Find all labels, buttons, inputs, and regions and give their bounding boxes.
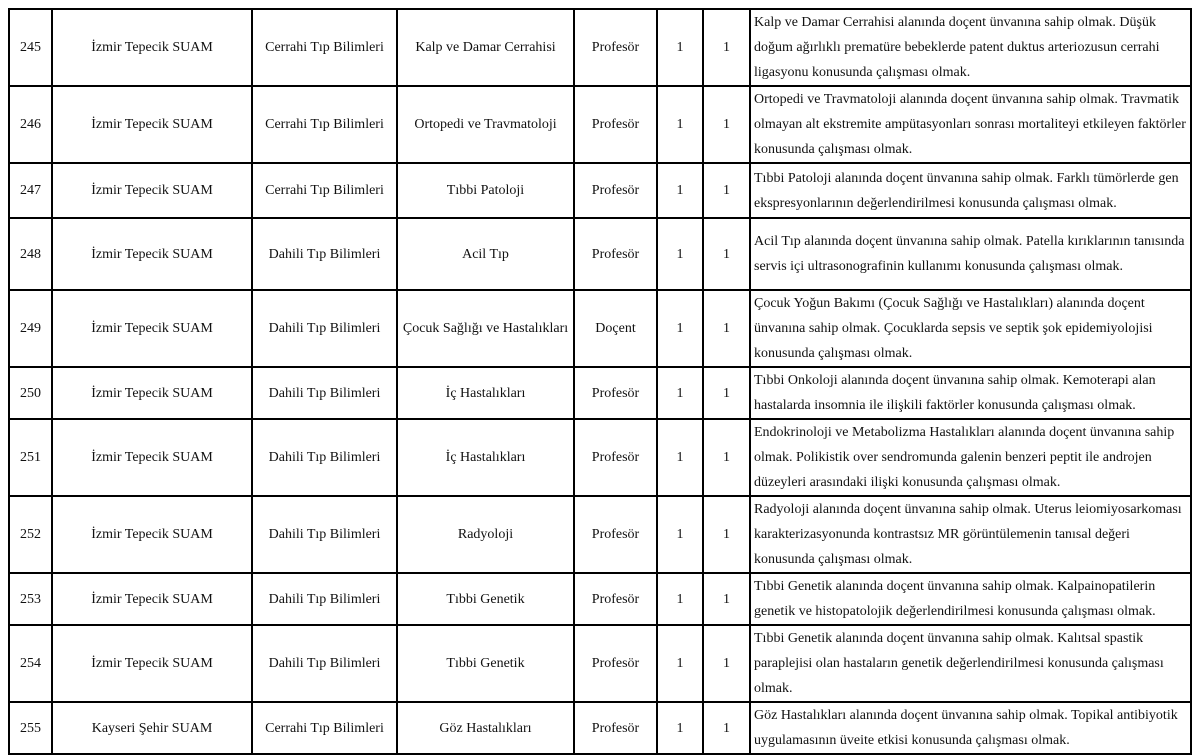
academic-title-cell: Profesör bbox=[574, 702, 657, 754]
count-cell: 1 bbox=[703, 290, 750, 367]
specialty-cell: Acil Tıp bbox=[397, 218, 574, 290]
hospital-cell: İzmir Tepecik SUAM bbox=[52, 573, 252, 625]
row-number-cell: 245 bbox=[9, 9, 52, 86]
requirement-cell: Endokrinoloji ve Metabolizma Hastalıkları alanında doçent ünvanına sahip olmak. Polikistik over sendromunda galenin benzeri peptit ile androjen düzeyleri arasındaki ilişki konusunda çalışması olmak. bbox=[750, 419, 1191, 496]
table-row bbox=[9, 367, 1191, 419]
table-row bbox=[9, 290, 1191, 367]
department-cell: Dahili Tıp Bilimleri bbox=[252, 496, 397, 573]
academic-title-cell: Profesör bbox=[574, 625, 657, 702]
row-number-cell: 253 bbox=[9, 573, 52, 625]
table-row bbox=[9, 163, 1191, 218]
table-row bbox=[9, 86, 1191, 163]
specialty-cell: Tıbbi Genetik bbox=[397, 625, 574, 702]
specialty-cell: Kalp ve Damar Cerrahisi bbox=[397, 9, 574, 86]
hospital-cell: İzmir Tepecik SUAM bbox=[52, 86, 252, 163]
academic-title-cell: Profesör bbox=[574, 163, 657, 218]
specialty-cell: Ortopedi ve Travmatoloji bbox=[397, 86, 574, 163]
count-cell: 1 bbox=[657, 86, 703, 163]
department-cell: Dahili Tıp Bilimleri bbox=[252, 573, 397, 625]
row-number-cell: 249 bbox=[9, 290, 52, 367]
department-cell: Dahili Tıp Bilimleri bbox=[252, 290, 397, 367]
hospital-cell: İzmir Tepecik SUAM bbox=[52, 290, 252, 367]
row-number-cell: 255 bbox=[9, 702, 52, 754]
specialty-cell: Göz Hastalıkları bbox=[397, 702, 574, 754]
count-cell: 1 bbox=[657, 9, 703, 86]
requirement-cell: Ortopedi ve Travmatoloji alanında doçent ünvanına sahip olmak. Travmatik olmayan alt ekstremite ampütasyonları sonrası mortaliteyi etkileyen faktörler konusunda çalışması olmak. bbox=[750, 86, 1191, 163]
requirement-cell: Acil Tıp alanında doçent ünvanına sahip olmak. Patella kırıklarının tanısında servis içi ultrasonografinin kullanımı konusunda çalışması olmak. bbox=[750, 218, 1191, 290]
specialty-cell: İç Hastalıkları bbox=[397, 367, 574, 419]
count-cell: 1 bbox=[657, 419, 703, 496]
table-row bbox=[9, 625, 1191, 702]
count-cell: 1 bbox=[657, 625, 703, 702]
specialty-cell: Radyoloji bbox=[397, 496, 574, 573]
table-row bbox=[9, 9, 1191, 86]
academic-title-cell: Profesör bbox=[574, 573, 657, 625]
table-row bbox=[9, 218, 1191, 290]
count-cell: 1 bbox=[657, 496, 703, 573]
hospital-cell: İzmir Tepecik SUAM bbox=[52, 419, 252, 496]
specialty-cell: İç Hastalıkları bbox=[397, 419, 574, 496]
academic-title-cell: Profesör bbox=[574, 218, 657, 290]
department-cell: Cerrahi Tıp Bilimleri bbox=[252, 702, 397, 754]
requirement-cell: Kalp ve Damar Cerrahisi alanında doçent ünvanına sahip olmak. Düşük doğum ağırlıklı prematüre bebeklerde patent duktus arteriozusun cerrahi ligasyonu konusunda çalışması olmak. bbox=[750, 9, 1191, 86]
count-cell: 1 bbox=[657, 702, 703, 754]
count-cell: 1 bbox=[657, 290, 703, 367]
requirement-cell: Tıbbi Genetik alanında doçent ünvanına sahip olmak. Kalıtsal spastik paraplejisi olan hastaların genetik değerlendirilmesi konusunda çalışması olmak. bbox=[750, 625, 1191, 702]
requirement-cell: Tıbbi Patoloji alanında doçent ünvanına sahip olmak. Farklı tümörlerde gen ekspresyonlarının değerlendirilmesi konusunda çalışması olmak. bbox=[750, 163, 1191, 218]
academic-title-cell: Profesör bbox=[574, 419, 657, 496]
row-number-cell: 251 bbox=[9, 419, 52, 496]
table-row bbox=[9, 702, 1191, 754]
count-cell: 1 bbox=[703, 163, 750, 218]
count-cell: 1 bbox=[703, 573, 750, 625]
hospital-cell: İzmir Tepecik SUAM bbox=[52, 218, 252, 290]
academic-title-cell: Profesör bbox=[574, 9, 657, 86]
department-cell: Cerrahi Tıp Bilimleri bbox=[252, 163, 397, 218]
row-number-cell: 254 bbox=[9, 625, 52, 702]
department-cell: Cerrahi Tıp Bilimleri bbox=[252, 9, 397, 86]
hospital-cell: İzmir Tepecik SUAM bbox=[52, 496, 252, 573]
requirement-cell: Göz Hastalıkları alanında doçent ünvanına sahip olmak. Topikal antibiyotik uygulamasının üveite etkisi konusunda çalışması olmak. bbox=[750, 702, 1191, 754]
academic-title-cell: Profesör bbox=[574, 496, 657, 573]
table-body bbox=[9, 9, 1191, 754]
count-cell: 1 bbox=[703, 367, 750, 419]
table-row bbox=[9, 419, 1191, 496]
hospital-cell: Kayseri Şehir SUAM bbox=[52, 702, 252, 754]
hospital-cell: İzmir Tepecik SUAM bbox=[52, 625, 252, 702]
requirement-cell: Radyoloji alanında doçent ünvanına sahip olmak. Uterus leiomiyosarkoması karakterizasyonunda kontrastsız MR görüntülemenin tanısal değeri konusunda çalışması olmak. bbox=[750, 496, 1191, 573]
academic-title-cell: Profesör bbox=[574, 86, 657, 163]
row-number-cell: 247 bbox=[9, 163, 52, 218]
hospital-cell: İzmir Tepecik SUAM bbox=[52, 367, 252, 419]
requirement-cell: Tıbbi Onkoloji alanında doçent ünvanına sahip olmak. Kemoterapi alan hastalarda insomnia ile ilişkili faktörler konusunda çalışması olmak. bbox=[750, 367, 1191, 419]
table-row bbox=[9, 573, 1191, 625]
count-cell: 1 bbox=[703, 86, 750, 163]
department-cell: Dahili Tıp Bilimleri bbox=[252, 367, 397, 419]
count-cell: 1 bbox=[657, 163, 703, 218]
count-cell: 1 bbox=[703, 625, 750, 702]
count-cell: 1 bbox=[703, 496, 750, 573]
positions-table bbox=[8, 8, 1192, 755]
row-number-cell: 248 bbox=[9, 218, 52, 290]
requirement-cell: Tıbbi Genetik alanında doçent ünvanına sahip olmak. Kalpainopatilerin genetik ve histopatolojik değerlendirilmesi konusunda çalışması olmak. bbox=[750, 573, 1191, 625]
table-row bbox=[9, 496, 1191, 573]
count-cell: 1 bbox=[703, 702, 750, 754]
count-cell: 1 bbox=[703, 419, 750, 496]
count-cell: 1 bbox=[657, 367, 703, 419]
specialty-cell: Tıbbi Patoloji bbox=[397, 163, 574, 218]
count-cell: 1 bbox=[703, 218, 750, 290]
row-number-cell: 246 bbox=[9, 86, 52, 163]
hospital-cell: İzmir Tepecik SUAM bbox=[52, 163, 252, 218]
specialty-cell: Çocuk Sağlığı ve Hastalıkları bbox=[397, 290, 574, 367]
department-cell: Dahili Tıp Bilimleri bbox=[252, 625, 397, 702]
specialty-cell: Tıbbi Genetik bbox=[397, 573, 574, 625]
department-cell: Dahili Tıp Bilimleri bbox=[252, 419, 397, 496]
academic-title-cell: Profesör bbox=[574, 367, 657, 419]
count-cell: 1 bbox=[657, 573, 703, 625]
row-number-cell: 252 bbox=[9, 496, 52, 573]
department-cell: Dahili Tıp Bilimleri bbox=[252, 218, 397, 290]
department-cell: Cerrahi Tıp Bilimleri bbox=[252, 86, 397, 163]
row-number-cell: 250 bbox=[9, 367, 52, 419]
academic-title-cell: Doçent bbox=[574, 290, 657, 367]
hospital-cell: İzmir Tepecik SUAM bbox=[52, 9, 252, 86]
count-cell: 1 bbox=[657, 218, 703, 290]
count-cell: 1 bbox=[703, 9, 750, 86]
requirement-cell: Çocuk Yoğun Bakımı (Çocuk Sağlığı ve Hastalıkları) alanında doçent ünvanına sahip olmak. Çocuklarda sepsis ve septik şok epidemiyolojisi konusunda çalışması olmak. bbox=[750, 290, 1191, 367]
